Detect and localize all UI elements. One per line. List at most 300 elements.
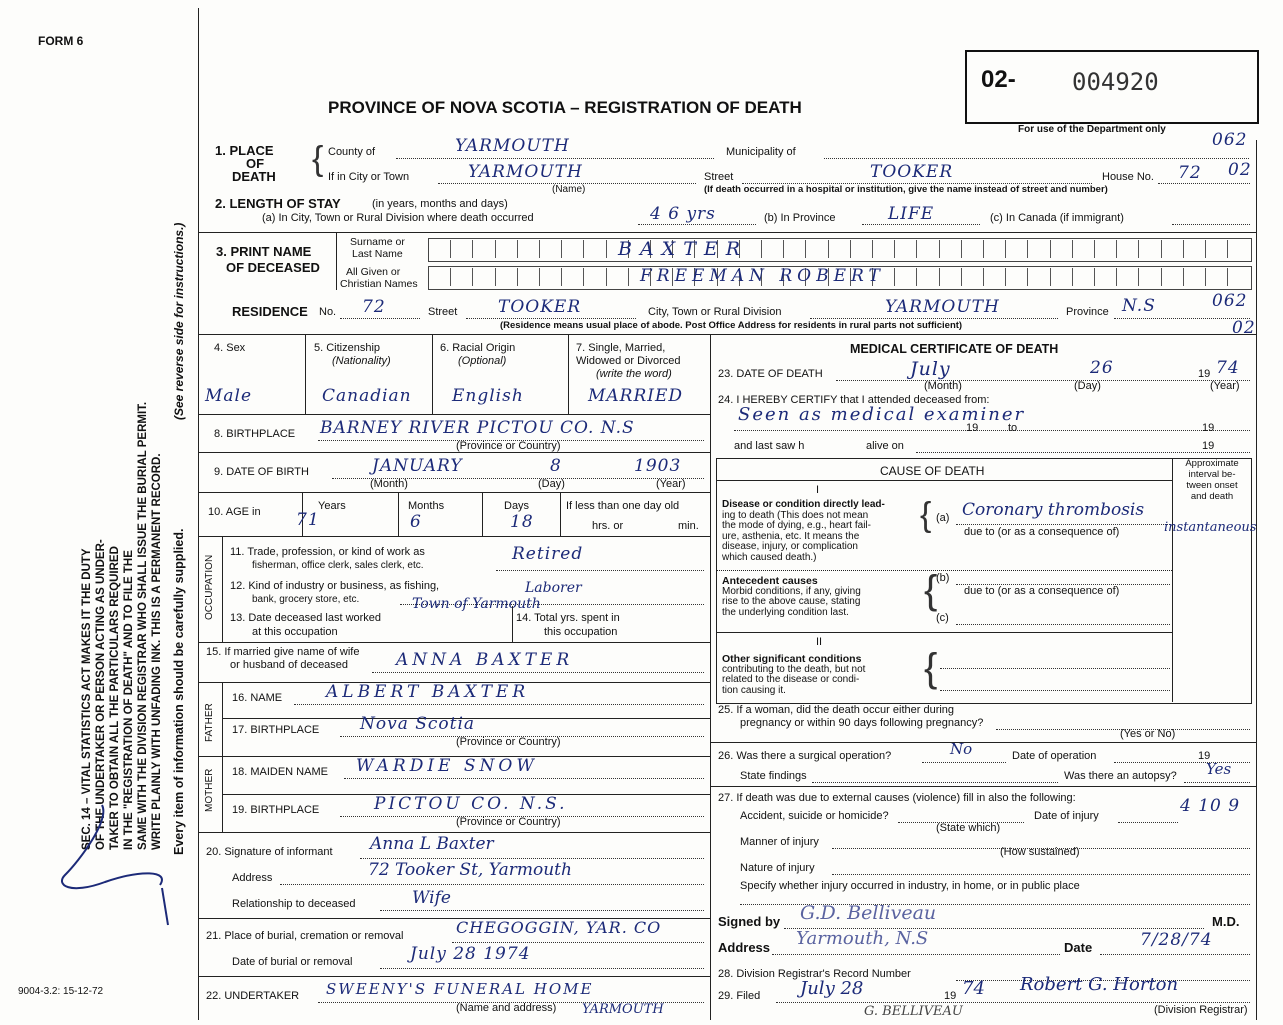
age-div-4: [560, 492, 561, 536]
residence-no-label: No.: [319, 306, 337, 318]
cell-div-2: [432, 334, 433, 414]
name-letter-cell: [1050, 240, 1051, 258]
department-use-label: For use of the Department only: [1018, 124, 1166, 135]
due-to-label-2: due to (or as a consequence of): [964, 585, 1120, 597]
sec-line-6: WRITE PLAINLY WITH UNFADING INK. THIS IS A PERMANENT RECORD.: [151, 453, 163, 850]
surname-label-2: Last Name: [352, 248, 403, 260]
certify-line: [734, 430, 1250, 431]
date-of-death-line: [836, 380, 1250, 381]
total-years-label-1: 14. Total yrs. spent in: [516, 612, 620, 624]
name-note: (Name): [552, 184, 586, 195]
death-year-prefix: 19: [1198, 368, 1211, 380]
name-letter-cell: [1205, 240, 1206, 258]
length-of-stay-label: 2. LENGTH OF STAY: [215, 196, 341, 211]
name-letter-cell: [472, 268, 473, 286]
certify-value: Seen as medical examiner: [738, 404, 1026, 425]
name-letter-cell: [539, 268, 540, 286]
mother-side-label: MOTHER: [204, 768, 215, 812]
name-letter-cell: [1072, 240, 1073, 258]
other-label-2: contributing to the death, but not: [722, 663, 866, 675]
trade-line: [496, 570, 704, 571]
antecedent-label-2: Morbid conditions, if any, giving: [722, 585, 861, 597]
surname-boxes: [428, 238, 1252, 262]
filed-date-value: July 28: [800, 978, 864, 999]
interval-label-4: and death: [1190, 491, 1234, 502]
residence-province-label: Province: [1066, 306, 1109, 318]
undertaker-value: SWEENY'S FUNERAL HOME: [326, 980, 594, 998]
name-letter-cell: [606, 268, 607, 286]
less-day-label: If less than one day old: [566, 500, 680, 512]
filed-year-value: 74: [962, 978, 985, 999]
name-letter-cell: [583, 240, 584, 258]
name-letter-cell: [561, 240, 562, 258]
findings-line: [812, 782, 1058, 783]
name-letter-cell: [1138, 240, 1139, 258]
street-value: TOOKER: [870, 162, 954, 182]
of-deceased-label: OF DECEASED: [226, 260, 320, 275]
informant-signature-label: 20. Signature of informant: [206, 846, 333, 858]
parent-side-div: [222, 682, 223, 832]
filed-line: [776, 1002, 1250, 1003]
place-death-label: DEATH: [232, 169, 276, 184]
name-letter-cell: [1227, 240, 1228, 258]
birthplace-label: 8. BIRTHPLACE: [214, 428, 296, 440]
physician-signature: G.D. Belliveau: [800, 902, 937, 924]
name-letter-cell: [850, 240, 851, 258]
name-letter-cell: [1205, 268, 1206, 286]
section-14-notice: [80, 402, 164, 850]
name-letter-cell: [916, 240, 917, 258]
age-label: 10. AGE in: [208, 506, 261, 518]
disease-brace: {: [920, 496, 932, 534]
nature-line: [832, 874, 1250, 875]
occupation-side-div: [222, 536, 223, 642]
name-letter-cell: [1116, 240, 1117, 258]
city-value: YARMOUTH: [468, 162, 583, 182]
part-two-label: II: [816, 636, 823, 648]
interval-label-2: interval be-: [1188, 469, 1236, 480]
surgery-label: 26. Was there a surgical operation?: [718, 750, 892, 762]
autopsy-line: [1184, 782, 1250, 783]
informant-address-label: Address: [232, 872, 273, 884]
marital-label-2: Widowed or Divorced: [576, 355, 681, 367]
father-name-label: 16. NAME: [232, 692, 283, 704]
disease-label-2: ing to death (This does not mean: [722, 509, 869, 521]
informant-signature-value: Anna L Baxter: [370, 834, 494, 854]
careful-notice: Every item of information should be carefully supplied.: [172, 528, 186, 855]
last-saw-label: and last saw h: [734, 440, 805, 452]
name-letter-cell: [894, 240, 895, 258]
undertaker-note: (Name and address): [456, 1002, 557, 1014]
operation-date-label: Date of operation: [1012, 750, 1097, 762]
name-letter-cell: [805, 240, 806, 258]
house-label: House No.: [1102, 171, 1154, 183]
name-letter-cell: [1138, 268, 1139, 286]
registrar-stamp-name: G. BELLIVEAU: [864, 1004, 963, 1019]
municipality-label: Municipality of: [726, 146, 796, 158]
house-code: 02: [1228, 160, 1252, 180]
certify-year-2: 19: [1202, 422, 1215, 434]
external-code: 4 10 9: [1180, 796, 1241, 816]
name-letter-cell: [939, 240, 940, 258]
wife-label-1: 15. If married give name of wife: [206, 646, 360, 658]
days-value: 18: [510, 512, 534, 532]
residence-street-line: [466, 318, 636, 319]
pregnancy-label-2: pregnancy or within 90 days following pregnancy?: [740, 717, 984, 729]
dob-year-label: (Year): [656, 478, 686, 490]
yes-no-note: (Yes or No): [1120, 728, 1176, 740]
birthplace-note: (Province or Country): [456, 440, 561, 452]
mother-name-label: 18. MAIDEN NAME: [232, 766, 328, 778]
other-brace: {: [924, 646, 938, 690]
registrar-signature: Robert G. Horton: [1020, 974, 1179, 995]
name-letter-cell: [1161, 268, 1162, 286]
name-letter-cell: [1161, 240, 1162, 258]
death-day-value: 26: [1090, 358, 1114, 378]
signed-by-label: Signed by: [718, 914, 781, 929]
name-letter-cell: [783, 240, 784, 258]
physician-address-label: Address: [718, 940, 771, 955]
mother-name-value: WARDIE SNOW: [356, 756, 538, 776]
name-letter-cell: [561, 268, 562, 286]
other-label-4: tion causing it.: [722, 684, 786, 696]
sex-label: 4. Sex: [214, 342, 246, 354]
manner-label: Manner of injury: [740, 836, 819, 848]
surname-label-1: Surname or: [350, 236, 405, 248]
name-letter-cell: [961, 240, 962, 258]
cause-a-line: [956, 524, 1170, 525]
disease-label: [722, 500, 885, 563]
physician-date-label: Date: [1064, 940, 1093, 955]
mother-birthplace-label: 19. BIRTHPLACE: [232, 804, 320, 816]
column-divider: [710, 334, 711, 1020]
registration-number-box: [965, 50, 1259, 124]
undertaker-label: 22. UNDERTAKER: [206, 990, 300, 1002]
name-letter-cell: [1227, 268, 1228, 286]
cause-b-label: (b): [936, 572, 950, 584]
name-letter-cell: [495, 268, 496, 286]
name-letter-cell: [1094, 268, 1095, 286]
name-letter-cell: [939, 268, 940, 286]
death-year-value: 74: [1216, 358, 1240, 378]
residence-label: RESIDENCE: [232, 304, 308, 319]
specify-label: Specify whether injury occurred in industry, in home, or in public place: [740, 880, 1080, 892]
name-letter-cell: [450, 268, 451, 286]
nature-label: Nature of injury: [740, 862, 815, 874]
months-value: 6: [410, 512, 422, 532]
registration-prefix: 02-: [981, 66, 1016, 93]
sec-line-5: SAME WITH THE DIVISION REGISTRAR WHO SHALL ISSUE THE BURIAL PERMIT.: [137, 401, 149, 850]
antecedent-brace: {: [924, 568, 938, 612]
physician-address-line: [772, 954, 1060, 955]
md-label: M.D.: [1212, 914, 1240, 929]
date-of-death-label: 23. DATE OF DEATH: [718, 368, 823, 380]
surname-value: BAXTER: [618, 238, 749, 260]
marital-label-1: 7. Single, Married,: [576, 342, 666, 354]
stay-province-value: LIFE: [888, 204, 935, 224]
how-sustained-note: (How sustained): [1000, 846, 1080, 858]
name-letter-cell: [1027, 240, 1028, 258]
citizenship-note: (Nationality): [332, 355, 391, 367]
dob-day-label: (Day): [538, 478, 565, 490]
sex-value: Male: [205, 386, 253, 406]
divider-personal: [198, 334, 1256, 335]
father-province-note: (Province or Country): [456, 736, 561, 748]
cell-div-1: [305, 334, 306, 414]
father-name-value: ALBERT BAXTER: [326, 682, 530, 702]
months-label: Months: [408, 500, 445, 512]
residence-no-value: 72: [362, 297, 386, 317]
certify-label: 24. I HEREBY CERTIFY that I attended deceased from:: [718, 394, 990, 406]
name-letter-cell: [517, 240, 518, 258]
disease-label-3: the mode of dying, e.g., heart fail-: [722, 520, 871, 531]
name-letter-cell: [1027, 268, 1028, 286]
father-birthplace-value: Nova Scotia: [360, 714, 476, 734]
street-label: Street: [704, 171, 734, 183]
registration-number: 004920: [1072, 68, 1159, 96]
relationship-line: [380, 910, 704, 911]
filed-year-prefix: 19: [944, 990, 957, 1002]
burial-date-value: July 28 1974: [410, 944, 531, 964]
pregnancy-label-1: 25. If a woman, did the death occur either during: [718, 704, 955, 716]
trade-value: Retired: [512, 544, 584, 564]
row-div-5: [198, 642, 710, 643]
injury-date-label: Date of injury: [1034, 810, 1099, 822]
interval-label: [1176, 458, 1248, 502]
residence-province-value: N.S: [1122, 296, 1156, 316]
name-letter-cell: [961, 268, 962, 286]
row-div-1: [198, 414, 710, 415]
residence-city-line: [810, 318, 1058, 319]
mother-birthplace-value: PICTOU CO. N.S.: [374, 794, 568, 814]
trade-label-1: 11. Trade, profession, or kind of work as: [230, 546, 425, 558]
sec-line-4: IN THE "REGISTRATION OF DEATH" AND TO FILE THE: [123, 550, 135, 850]
mother-name-line: [344, 778, 704, 779]
last-worked-value: Town of Yarmouth: [412, 596, 541, 612]
cause-a-interval: instantaneous: [1164, 520, 1257, 535]
external-causes-label: 27. If death was due to external causes (violence) fill in also the following:: [718, 792, 1076, 804]
findings-label: State findings: [740, 770, 807, 782]
wife-line: [372, 672, 704, 673]
county-value: YARMOUTH: [455, 136, 570, 156]
sec-line-1: SEC. 14 – VITAL STATISTICS ACT MAKES IT THE DUTY: [81, 548, 93, 850]
dob-label: 9. DATE OF BIRTH: [214, 466, 309, 478]
row-div-8: [198, 832, 710, 833]
racial-label: 6. Racial Origin: [440, 342, 516, 354]
informant-address-line: [280, 884, 704, 885]
informant-signature-line: [360, 858, 704, 859]
margin-scribble-icon: [50, 800, 180, 930]
stay-province-label: (b) In Province: [764, 212, 836, 224]
sec-line-2: OF THE UNDERTAKER OR PERSON ACTING AS UNDER-: [95, 539, 107, 850]
disease-label-5: disease, injury, or complication: [722, 541, 858, 552]
part-two-div: [716, 632, 1172, 633]
death-month-value: July: [910, 358, 951, 380]
alive-on-label: alive on: [866, 440, 904, 452]
name-letter-cell: [916, 268, 917, 286]
disease-label-1: Disease or condition directly lead-: [722, 499, 885, 510]
death-day-label: (Day): [1074, 380, 1101, 392]
part-one-label: I: [816, 484, 820, 496]
name-letter-cell: [1005, 240, 1006, 258]
cause-of-death-title: CAUSE OF DEATH: [880, 464, 985, 478]
industry-label-2: bank, grocery store, etc.: [252, 594, 360, 605]
physician-date-value: 7/28/74: [1140, 930, 1213, 950]
dob-day-value: 8: [550, 456, 562, 476]
father-birthplace-label: 17. BIRTHPLACE: [232, 724, 320, 736]
interval-label-1: Approximate: [1185, 458, 1239, 469]
hospital-note: (If death occurred in a hospital or institution, give the name instead of street and number): [704, 184, 1108, 195]
name-letter-cell: [1050, 268, 1051, 286]
autopsy-label: Was there an autopsy?: [1064, 770, 1177, 782]
surgery-value: No: [950, 740, 973, 758]
relationship-value: Wife: [412, 888, 451, 908]
cause-a-value: Coronary thrombosis: [962, 500, 1145, 520]
given-label-1: All Given or: [346, 266, 401, 278]
dob-month-value: JANUARY: [372, 456, 463, 476]
surgery-div: [710, 742, 1256, 743]
birthplace-value: BARNEY RIVER PICTOU CO. N.S: [320, 418, 635, 438]
form-title: PROVINCE OF NOVA SCOTIA – REGISTRATION OF DEATH: [328, 98, 802, 117]
cause-c-line: [956, 624, 1170, 625]
residence-street-label: Street: [428, 306, 458, 318]
name-letter-cell: [1072, 268, 1073, 286]
years-value: 71: [296, 510, 320, 530]
row-div-3: [198, 492, 710, 493]
disease-label-4: ure, asthenia, etc. It means the: [722, 530, 860, 542]
house-value: 72: [1178, 163, 1202, 183]
form-right-border: [1256, 140, 1257, 1020]
divider-name: [198, 232, 1256, 233]
external-div: [710, 786, 1256, 787]
physician-date-line: [1100, 954, 1250, 955]
total-years-div: [512, 606, 513, 642]
county-label: County of: [328, 146, 376, 158]
length-of-stay-note: (in years, months and days): [372, 198, 508, 210]
name-letter-cell: [628, 268, 629, 286]
registrar-label: (Division Registrar): [1154, 1004, 1248, 1016]
name-letter-cell: [828, 240, 829, 258]
stay-canada-line: [1172, 224, 1250, 225]
county-line: [396, 158, 714, 159]
undertaker-city: YARMOUTH: [582, 1002, 664, 1017]
age-div-2: [398, 492, 399, 536]
cause-a-label: (a): [936, 512, 950, 524]
residence-province-line: [1114, 318, 1250, 319]
stay-city-value: 4 6 yrs: [650, 204, 716, 224]
place-of-label: OF: [246, 156, 265, 171]
cause-title-div: [716, 480, 1172, 481]
burial-place-label: 21. Place of burial, cremation or removal: [206, 930, 404, 942]
dob-month-label: (Month): [370, 478, 408, 490]
name-letter-cell: [1094, 240, 1095, 258]
certify-to-label: to: [1008, 422, 1018, 434]
days-label: Days: [504, 500, 530, 512]
other-label-1: Other significant conditions: [722, 653, 862, 665]
name-letter-cell: [517, 268, 518, 286]
residence-code-2: 02: [1232, 318, 1256, 338]
other-line-2: [940, 690, 1170, 691]
burial-date-label: Date of burial or removal: [232, 956, 353, 968]
informant-address-value: 72 Tooker St, Yarmouth: [368, 860, 572, 880]
occupation-side-label: OCCUPATION: [204, 554, 215, 620]
place-brace: {: [312, 140, 324, 178]
name-letter-cell: [1116, 268, 1117, 286]
father-side-label: FATHER: [204, 703, 215, 742]
row-div-2: [198, 452, 710, 453]
antecedent-label-3: rise to the above cause, stating: [722, 596, 861, 607]
residence-no-line: [340, 318, 420, 319]
antecedent-label-1: Antecedent causes: [722, 575, 818, 587]
age-div-3: [482, 492, 483, 536]
cell-div-3: [568, 334, 569, 414]
alive-year: 19: [1202, 440, 1215, 452]
stay-city-line: [638, 224, 756, 225]
row-div-10: [198, 976, 710, 977]
row-div-4: [198, 536, 710, 537]
house-line: [1158, 183, 1250, 184]
last-worked-label-2: at this occupation: [252, 626, 338, 638]
form-number: FORM 6: [38, 34, 84, 48]
stay-canada-label: (c) In Canada (if immigrant): [990, 212, 1124, 224]
death-year-label: (Year): [1210, 380, 1240, 392]
total-years-label-2: this occupation: [544, 626, 618, 638]
given-label-2: Christian Names: [340, 278, 418, 290]
interval-label-3: tween onset: [1186, 480, 1238, 491]
form-left-border: [198, 8, 199, 1020]
antecedent-label-4: the underlying condition last.: [722, 606, 849, 618]
municipality-line: [824, 158, 1249, 159]
mother-province-note: (Province or Country): [456, 816, 561, 828]
relationship-label: Relationship to deceased: [232, 898, 356, 910]
wife-value: ANNA BAXTER: [396, 650, 574, 670]
residence-street-value: TOOKER: [498, 297, 582, 317]
medical-certificate-title: MEDICAL CERTIFICATE OF DEATH: [850, 342, 1059, 356]
department-code: 062: [1212, 130, 1248, 150]
wife-label-2: or husband of deceased: [230, 659, 349, 671]
other-label: [722, 654, 865, 696]
name-letter-cell: [450, 240, 451, 258]
sec-line-3: TAKER TO OBTAIN ALL THE PARTICULARS REQUIRED: [109, 546, 121, 850]
form-code: 9004-3.2: 15-12-72: [18, 986, 104, 997]
print-name-label: 3. PRINT NAME: [216, 244, 312, 259]
name-letter-cell: [539, 240, 540, 258]
industry-label-1: 12. Kind of industry or business, as fishing,: [230, 580, 440, 592]
burial-place-value: CHEGOGGIN, YAR. CO: [456, 918, 662, 937]
residence-city-value: YARMOUTH: [885, 297, 1000, 317]
min-label: min.: [678, 520, 699, 532]
cause-c-label: (c): [936, 612, 949, 624]
name-letter-cell: [761, 240, 762, 258]
other-label-3: related to the disease or condi-: [722, 674, 860, 685]
surgery-line: [922, 762, 1006, 763]
stay-province-line: [862, 224, 980, 225]
name-letter-cell: [472, 240, 473, 258]
hrs-label: hrs. or: [592, 520, 624, 532]
marital-label-3: (write the word): [596, 368, 672, 380]
name-letter-cell: [1005, 268, 1006, 286]
last-worked-label-1: 13. Date deceased last worked: [230, 612, 382, 624]
antecedent-label: [722, 576, 861, 618]
racial-note: (Optional): [458, 355, 507, 367]
name-letter-cell: [872, 240, 873, 258]
name-letter-cell: [495, 240, 496, 258]
residence-code-1: 062: [1212, 291, 1248, 311]
burial-place-line: [452, 942, 704, 943]
accident-label: Accident, suicide or homicide?: [740, 810, 889, 822]
burial-date-line: [380, 968, 704, 969]
place-label: 1. PLACE: [215, 143, 274, 158]
